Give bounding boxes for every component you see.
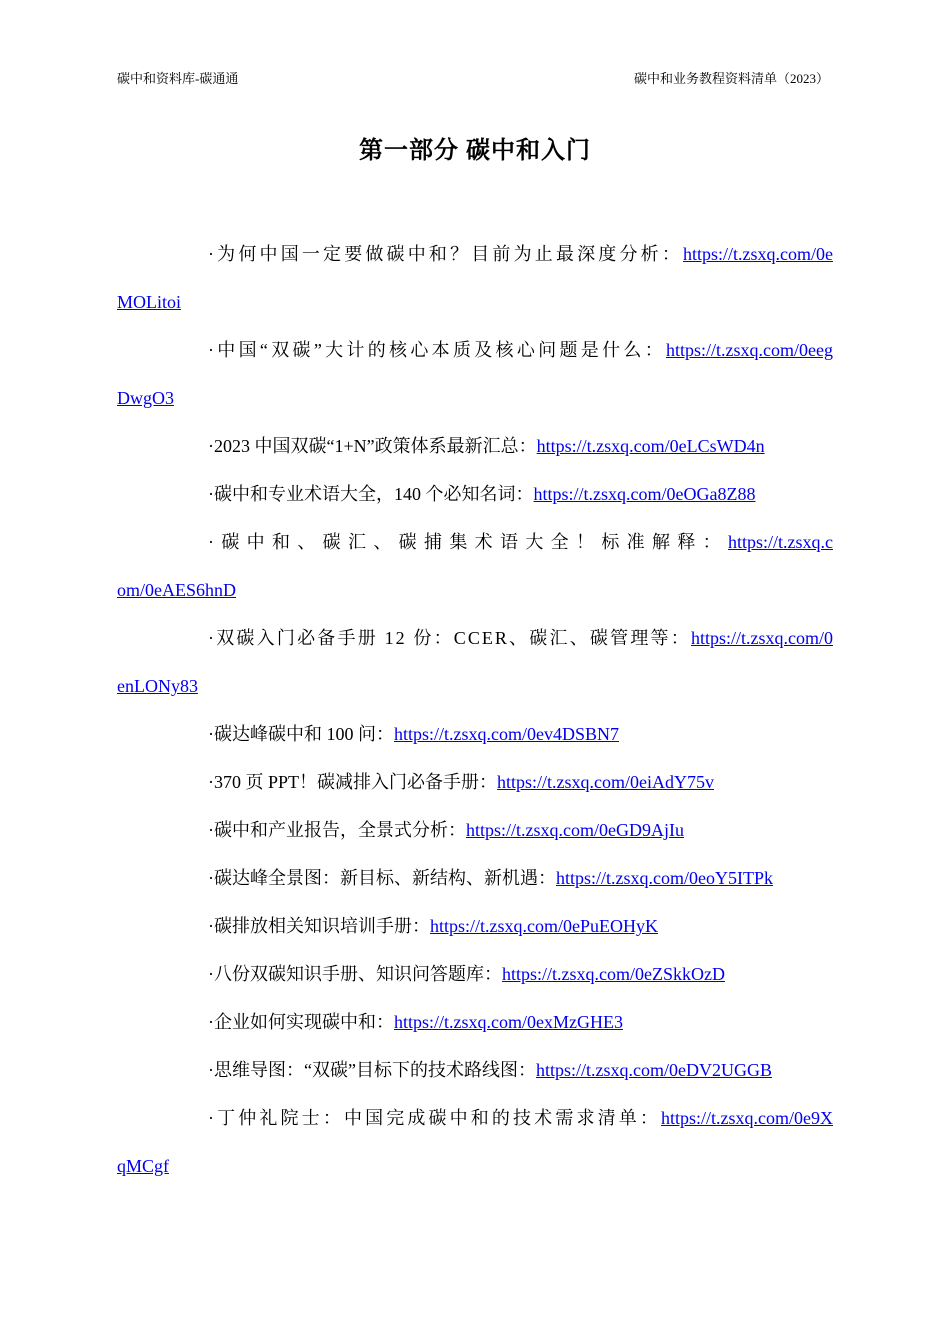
item-text: ·中国“双碳”大计的核心本质及核心问题是什么： bbox=[208, 340, 667, 360]
item-text: ·企业如何实现碳中和： bbox=[208, 1012, 394, 1032]
item-link[interactable]: https://t.zsxq.com/0eoY5ITPk bbox=[556, 868, 773, 888]
item-text: ·370 页 PPT！碳减排入门必备手册： bbox=[208, 772, 498, 792]
resource-list bbox=[117, 230, 833, 1190]
item-text: ·碳中和产业报告，全景式分析： bbox=[208, 820, 466, 840]
list-item bbox=[117, 1094, 833, 1190]
item-text: ·碳中和、碳汇、碳捕集术语大全！标准解释： bbox=[208, 532, 728, 552]
item-text: ·为何中国一定要做碳中和？目前为止最深度分析： bbox=[208, 244, 683, 264]
list-item bbox=[117, 470, 833, 518]
list-item bbox=[117, 230, 833, 326]
item-link[interactable]: https://t.zsxq.com/0eOGa8Z88 bbox=[533, 484, 756, 504]
item-text: ·丁仲礼院士：中国完成碳中和的技术需求清单： bbox=[208, 1108, 662, 1128]
list-item bbox=[117, 854, 833, 902]
list-item bbox=[117, 710, 833, 758]
item-link[interactable]: https://t.zsxq.com/0e9XqMCgf bbox=[117, 1108, 833, 1176]
header-left: 碳中和资料库-碳通通 bbox=[117, 71, 239, 86]
item-link[interactable]: https://t.zsxq.com/0eegDwgO3 bbox=[117, 340, 833, 408]
list-item bbox=[117, 614, 833, 710]
item-link[interactable]: https://t.zsxq.com/0ev4DSBN7 bbox=[394, 724, 619, 744]
list-item bbox=[117, 518, 833, 614]
list-item bbox=[117, 326, 833, 422]
item-link[interactable]: https://t.zsxq.com/0eDV2UGGB bbox=[535, 1060, 772, 1080]
header-right: 碳中和业务教程资料清单（2023） bbox=[633, 71, 829, 86]
item-link[interactable]: https://t.zsxq.com/0eAES6hnD bbox=[117, 532, 833, 600]
list-item bbox=[117, 758, 833, 806]
item-link[interactable]: https://t.zsxq.com/0ePuEOHyK bbox=[430, 916, 658, 936]
item-text: ·碳中和专业术语大全，140 个必知名词： bbox=[208, 484, 534, 504]
item-link[interactable]: https://t.zsxq.com/0exMzGHE3 bbox=[394, 1012, 623, 1032]
item-link[interactable]: https://t.zsxq.com/0eZSkkOzD bbox=[502, 964, 725, 984]
list-item bbox=[117, 1046, 833, 1094]
list-item bbox=[117, 806, 833, 854]
item-link[interactable]: https://t.zsxq.com/0eLCsWD4n bbox=[536, 436, 765, 456]
list-item bbox=[117, 998, 833, 1046]
item-text: ·碳排放相关知识培训手册： bbox=[208, 916, 430, 936]
item-text: ·八份双碳知识手册、知识问答题库： bbox=[208, 964, 502, 984]
item-text: ·2023 中国双碳“1+N”政策体系最新汇总： bbox=[208, 436, 537, 456]
item-link[interactable]: https://t.zsxq.com/0eGD9AjIu bbox=[466, 820, 684, 840]
section-title: 第一部分 碳中和入门 bbox=[359, 138, 591, 164]
list-item bbox=[117, 422, 833, 470]
item-link[interactable]: https://t.zsxq.com/0eMOLitoi bbox=[117, 244, 833, 312]
item-text: ·碳达峰碳中和 100 问： bbox=[208, 724, 394, 744]
item-text: ·碳达峰全景图：新目标、新结构、新机遇： bbox=[208, 868, 556, 888]
item-text: ·双碳入门必备手册 12 份：CCER、碳汇、碳管理等： bbox=[208, 628, 691, 648]
item-text: ·思维导图：“双碳”目标下的技术路线图： bbox=[208, 1060, 536, 1080]
item-link[interactable]: https://t.zsxq.com/0enLONy83 bbox=[117, 628, 833, 696]
list-item bbox=[117, 950, 833, 998]
item-link[interactable]: https://t.zsxq.com/0eiAdY75v bbox=[497, 772, 714, 792]
list-item bbox=[117, 902, 833, 950]
